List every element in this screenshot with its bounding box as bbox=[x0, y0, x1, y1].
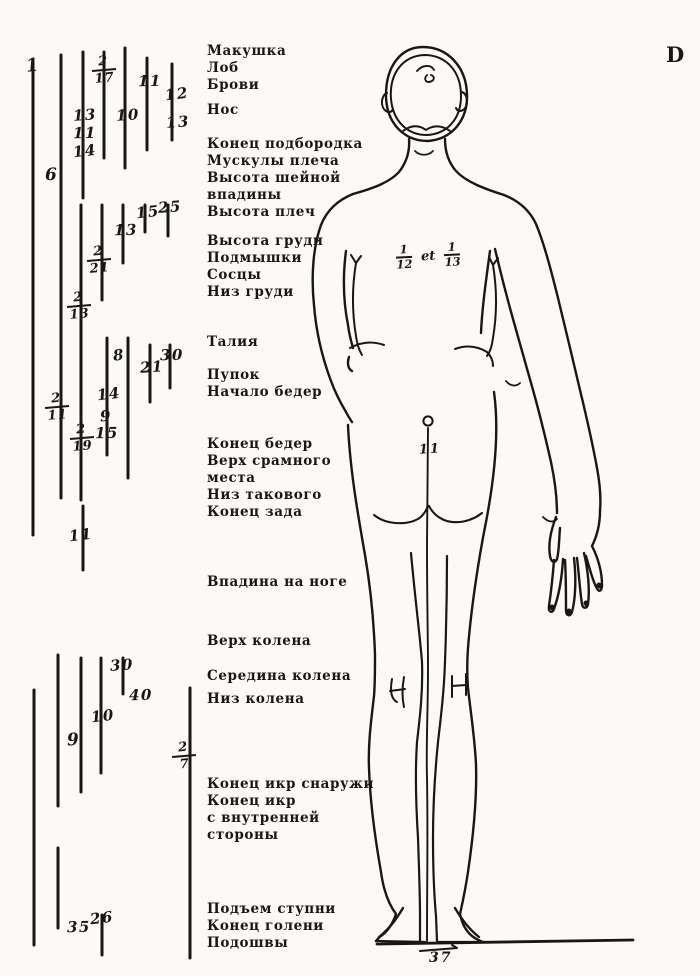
landmark-label: Впадина на ноге bbox=[207, 574, 348, 590]
scale-number: 11 bbox=[67, 524, 94, 546]
scale-number: 21 bbox=[139, 357, 165, 377]
back-proportion-note bbox=[393, 241, 463, 271]
landmark-label: Конец подбородка bbox=[207, 136, 363, 152]
landmark-label: Подмышки bbox=[207, 250, 303, 266]
scale-number: 15 bbox=[94, 423, 120, 443]
landmark-label: Высота шейной bbox=[207, 170, 341, 186]
back-fraction-left bbox=[393, 244, 414, 271]
landmark-label: Высота плеч bbox=[207, 204, 316, 220]
scale-number: 11 bbox=[72, 123, 98, 143]
fraction-denominator: 11 bbox=[47, 407, 69, 424]
plumb-line bbox=[427, 428, 428, 941]
landmark-label: Подъем ступни bbox=[207, 901, 336, 917]
nape-crease bbox=[415, 151, 433, 155]
sacrum-circle bbox=[423, 416, 432, 425]
fraction-numerator: 2 bbox=[75, 421, 87, 438]
fraction-numerator: 2 bbox=[97, 53, 109, 70]
scale-number: 15 bbox=[134, 201, 161, 223]
landmark-label: Талия bbox=[207, 334, 259, 350]
fraction-numerator: 2 bbox=[177, 739, 189, 756]
hairline bbox=[391, 55, 461, 135]
inner-leg-lines bbox=[411, 553, 447, 941]
scale-number: 30 bbox=[159, 345, 185, 365]
fraction-numerator: 1 bbox=[399, 242, 408, 257]
scale-number: 1 bbox=[24, 54, 42, 77]
landmark-label: Середина колена bbox=[207, 668, 352, 684]
plate-letter: D bbox=[666, 42, 685, 67]
scale-number: 10 bbox=[115, 105, 141, 125]
landmark-label: Низ такового bbox=[207, 487, 322, 503]
landmark-label: Высота груди bbox=[207, 233, 324, 249]
landmark-label: Конец голени bbox=[207, 918, 324, 934]
landmark-label: Конец бедер bbox=[207, 436, 313, 452]
landmark-label: Брови bbox=[207, 77, 260, 93]
scale-number: 25 bbox=[157, 197, 183, 217]
torso-right-side bbox=[481, 251, 490, 333]
ground-line bbox=[377, 940, 633, 944]
fraction-denominator: 21 bbox=[89, 260, 111, 277]
scale-fraction bbox=[41, 391, 74, 424]
landmark-label: Низ груди bbox=[207, 284, 294, 300]
scale-number: 10 bbox=[89, 705, 116, 727]
shoulder-blade-lines bbox=[351, 255, 498, 356]
scale-number: 14 bbox=[95, 383, 122, 405]
left-leg-outline bbox=[348, 425, 396, 941]
landmark-label: Мускулы плеча bbox=[207, 153, 340, 169]
fraction-denominator: 19 bbox=[72, 438, 94, 455]
fraction-denominator: 12 bbox=[396, 256, 413, 272]
fraction-numerator: 2 bbox=[92, 243, 104, 260]
fraction-denominator: 7 bbox=[179, 756, 191, 773]
scale-number: 40 bbox=[128, 685, 154, 705]
fraction-numerator: 2 bbox=[72, 289, 84, 306]
scale-number: 14 bbox=[71, 140, 98, 162]
landmark-label: Сосцы bbox=[207, 267, 262, 283]
head-outline bbox=[386, 47, 467, 141]
landmark-label: места bbox=[207, 470, 256, 486]
feet-outlines bbox=[376, 908, 484, 942]
landmark-label: Подошвы bbox=[207, 935, 289, 951]
crown-swirl bbox=[417, 66, 434, 82]
scale-number: 9 bbox=[66, 729, 81, 751]
landmark-label: с внутренней bbox=[207, 810, 320, 826]
landmark-label: Низ колена bbox=[207, 691, 305, 707]
ears bbox=[382, 92, 467, 112]
fraction-denominator: 13 bbox=[444, 254, 461, 270]
fraction-denominator: 13 bbox=[69, 306, 91, 323]
back-fraction-conjunction: et bbox=[420, 248, 436, 264]
hip-crest-arcs bbox=[350, 343, 493, 366]
landmark-label: стороны bbox=[207, 827, 279, 843]
landmark-label: Конец зада bbox=[207, 504, 303, 520]
scale-fraction bbox=[88, 54, 121, 87]
scale-number: 8 bbox=[111, 345, 126, 365]
landmark-label: Начало бедер bbox=[207, 384, 323, 400]
scale-number: 11 bbox=[137, 71, 163, 91]
scale-fraction bbox=[63, 290, 96, 323]
landmark-label: Макушка bbox=[207, 43, 287, 59]
scale-number: 26 bbox=[88, 907, 115, 929]
fraction-numerator: 1 bbox=[447, 239, 457, 254]
landmark-label: Лоб bbox=[207, 60, 239, 76]
neck-outline bbox=[353, 139, 504, 195]
scale-number: 13 bbox=[165, 112, 191, 132]
scale-number: 35 bbox=[66, 917, 92, 937]
scale-fraction bbox=[66, 422, 99, 455]
landmark-label: Пупок bbox=[207, 367, 261, 383]
scale-number: 12 bbox=[163, 83, 190, 105]
right-arm-outline bbox=[495, 195, 600, 513]
landmark-label: Верх колена bbox=[207, 633, 312, 649]
landmark-label: Конец икр bbox=[207, 793, 297, 809]
scale-fraction bbox=[168, 740, 201, 773]
right-leg-outline bbox=[460, 392, 496, 942]
landmark-label: Верх срамного bbox=[207, 453, 332, 469]
scale-number: 6 bbox=[44, 164, 59, 186]
scale-number: 13 bbox=[72, 105, 98, 125]
scale-number: 9 bbox=[99, 406, 113, 426]
right-hand-fingers bbox=[549, 511, 602, 615]
back-fraction-right bbox=[442, 241, 463, 268]
landmark-label: впадины bbox=[207, 187, 282, 203]
scale-fraction bbox=[83, 244, 116, 277]
ground-width-measure: 37 bbox=[429, 950, 453, 966]
landmark-label: Конец икр снаружи bbox=[207, 776, 375, 792]
plumb-line-mark: 11 bbox=[418, 441, 442, 458]
landmark-label: Нос bbox=[207, 102, 239, 118]
fraction-numerator: 2 bbox=[50, 390, 62, 407]
scale-number: 13 bbox=[113, 220, 139, 240]
fraction-denominator: 17 bbox=[94, 70, 116, 87]
scale-number: 30 bbox=[109, 655, 135, 675]
